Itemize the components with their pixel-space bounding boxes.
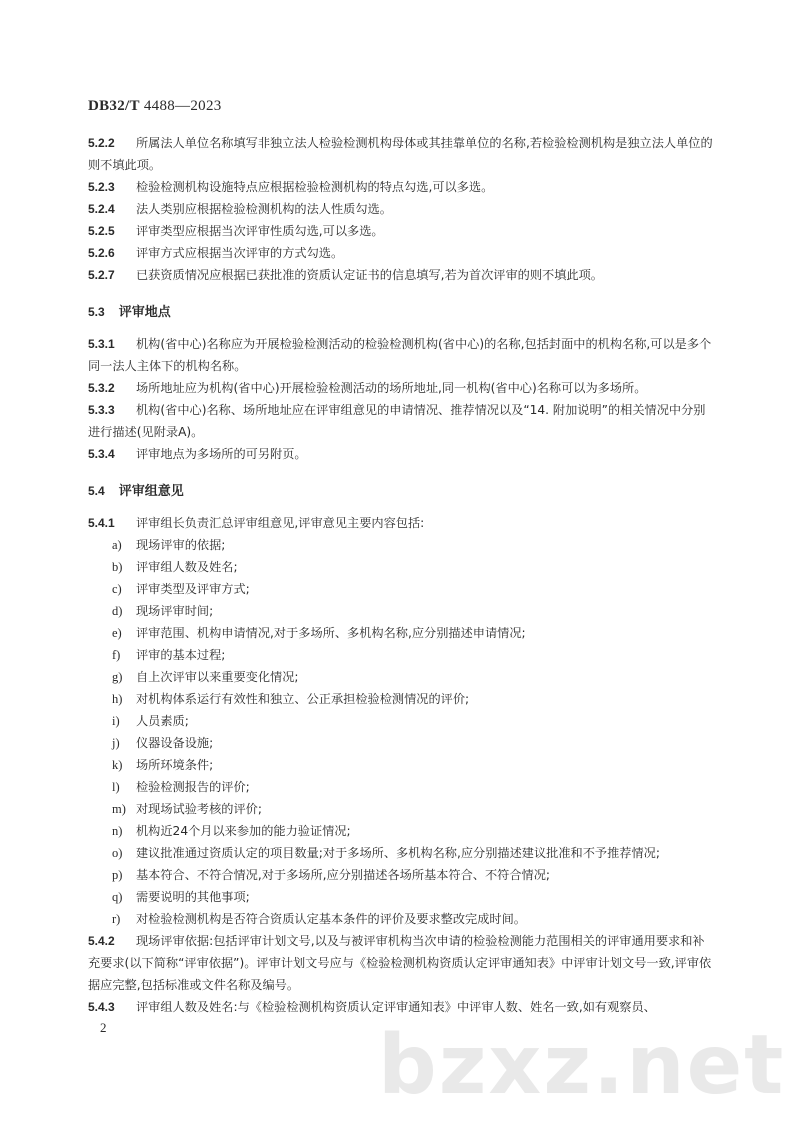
list-item-label: b) — [112, 560, 123, 574]
clause-text: 已获资质情况应根据已获批准的资质认定证书的信息填写,若为首次评审的则不填此项。 — [136, 268, 603, 282]
clause-5-2-3 — [88, 176, 716, 198]
list-item-label: o) — [112, 846, 123, 860]
page-number: 2 — [100, 1020, 107, 1035]
clause-5-4-2 — [88, 930, 716, 996]
list-item-label: l) — [112, 780, 120, 794]
clause-5-3-1 — [88, 333, 716, 377]
section-number: 5.3 — [88, 305, 105, 319]
clause-number: 5.2.3 — [88, 180, 115, 194]
clause-5-4-3 — [88, 996, 716, 1018]
list-item-label: q) — [112, 890, 123, 904]
clause-text: 检验检测机构设施特点应根据检验检测机构的特点勾选,可以多选。 — [136, 180, 494, 194]
list-item — [112, 842, 716, 864]
clause-number: 5.3.1 — [88, 337, 115, 351]
list-item-text: 对检验检测机构是否符合资质认定基本条件的评价及要求整改完成时间。 — [136, 912, 526, 926]
clause-text: 评审类型应根据当次评审性质勾选,可以多选。 — [136, 224, 384, 238]
clause-text: 评审组长负责汇总评审组意见,评审意见主要内容包括: — [136, 516, 425, 530]
list-item-text: 场所环境条件; — [136, 758, 214, 772]
list-item-label: d) — [112, 604, 123, 618]
clause-text: 所属法人单位名称填写非独立法人检验检测机构母体或其挂靠单位的名称,若检验检测机构是独立法人单位的则不填此项。 — [88, 136, 713, 172]
clause-5-2-7 — [88, 264, 716, 286]
list-item-label: c) — [112, 582, 122, 596]
clause-number: 5.2.6 — [88, 246, 115, 260]
clause-text: 机构(省中心)名称应为开展检验检测活动的检验检测机构(省中心)的名称,包括封面中的机构名称,可以是多个同一法人主体下的机构名称。 — [88, 337, 712, 373]
list-item-text: 对现场试验考核的评价; — [136, 802, 262, 816]
list-item-label: m) — [112, 802, 126, 816]
list-item-label: g) — [112, 670, 123, 684]
clause-text: 场所地址应为机构(省中心)开展检验检测活动的场所地址,同一机构(省中心)名称可以为多场所。 — [136, 381, 647, 395]
list-item-text: 对机构体系运行有效性和独立、公正承担检验检测情况的评价; — [136, 692, 470, 706]
site-watermark: bzxz.net — [378, 1018, 786, 1113]
standard-code — [88, 98, 222, 115]
list-item-label: n) — [112, 824, 123, 838]
list-item — [112, 798, 716, 820]
clause-number: 5.3.4 — [88, 447, 115, 461]
clause-5-4-1 — [88, 512, 716, 534]
list-item — [112, 534, 716, 556]
list-item-text: 自上次评审以来重要变化情况; — [136, 670, 299, 684]
list-item-text: 现场评审时间; — [136, 604, 214, 618]
list-item — [112, 688, 716, 710]
clause-number: 5.2.4 — [88, 202, 115, 216]
list-item-text: 评审类型及评审方式; — [136, 582, 250, 596]
list-item — [112, 578, 716, 600]
clause-5-3-2 — [88, 377, 716, 399]
list-item-text: 人员素质; — [136, 714, 189, 728]
clause-number: 5.2.7 — [88, 268, 115, 282]
clause-5-2-4 — [88, 198, 716, 220]
standard-code-number: 4488—2023 — [139, 98, 222, 114]
list-item-label: e) — [112, 626, 122, 640]
list-item-label: f) — [112, 648, 121, 662]
list-item-text: 建议批准通过资质认定的项目数量;对于多场所、多机构名称,应分别描述建议批准和不予推荐情况; — [136, 846, 660, 860]
section-heading-5-4 — [88, 481, 716, 502]
clause-number: 5.2.5 — [88, 224, 115, 238]
clause-number: 5.3.3 — [88, 403, 115, 417]
clause-5-3-3 — [88, 399, 716, 443]
review-opinion-items-list — [112, 534, 716, 930]
list-item — [112, 600, 716, 622]
clause-text: 法人类别应根据检验检测机构的法人性质勾选。 — [136, 202, 392, 216]
clause-number: 5.3.2 — [88, 381, 115, 395]
list-item-text: 机构近24个月以来参加的能力验证情况; — [136, 824, 351, 838]
clause-number: 5.4.3 — [88, 1000, 115, 1014]
list-item — [112, 886, 716, 908]
clause-text: 现场评审依据:包括评审计划文号,以及与被评审机构当次申请的检验检测能力范围相关的评审通用要求和补充要求(以下简称“评审依据”)。评审计划文号应与《检验检测机构资质认定评审通知表》中评审计划文号一致,评审依据应完整,包括标准或文件名称及编号。 — [88, 934, 712, 992]
list-item — [112, 776, 716, 798]
clause-text: 机构(省中心)名称、场所地址应在评审组意见的申请情况、推荐情况以及“14. 附加说明”的相关情况中分别进行描述(见附录A)。 — [88, 403, 706, 439]
document-body — [88, 132, 716, 1018]
clause-number: 5.4.1 — [88, 516, 115, 530]
list-item-label: a) — [112, 538, 122, 552]
list-item-text: 检验检测报告的评价; — [136, 780, 250, 794]
list-item — [112, 556, 716, 578]
list-item-text: 需要说明的其他事项; — [136, 890, 250, 904]
clause-5-2-6 — [88, 242, 716, 264]
list-item-text: 评审范围、机构申请情况,对于多场所、多机构名称,应分别描述申请情况; — [136, 626, 526, 640]
list-item-label: k) — [112, 758, 123, 772]
list-item — [112, 710, 716, 732]
list-item-text: 评审组人数及姓名; — [136, 560, 238, 574]
list-item-label: r) — [112, 912, 121, 926]
list-item — [112, 754, 716, 776]
section-number: 5.4 — [88, 484, 105, 498]
section-title: 评审地点 — [118, 305, 171, 320]
clause-text: 评审组人数及姓名:与《检验检测机构资质认定评审通知表》中评审人数、姓名一致,如有观察员、 — [136, 1000, 656, 1014]
list-item-text: 评审的基本过程; — [136, 648, 226, 662]
list-item-label: p) — [112, 868, 123, 882]
clause-number: 5.2.2 — [88, 136, 115, 150]
list-item — [112, 666, 716, 688]
list-item — [112, 644, 716, 666]
list-item-text: 仪器设备设施; — [136, 736, 214, 750]
section-heading-5-3 — [88, 302, 716, 323]
list-item — [112, 732, 716, 754]
list-item-label: h) — [112, 692, 123, 706]
list-item — [112, 864, 716, 886]
list-item-text: 基本符合、不符合情况,对于多场所,应分别描述各场所基本符合、不符合情况; — [136, 868, 551, 882]
list-item — [112, 820, 716, 842]
section-title: 评审组意见 — [118, 484, 184, 499]
clause-text: 评审方式应根据当次评审的方式勾选。 — [136, 246, 344, 260]
clause-5-3-4 — [88, 443, 716, 465]
standard-code-prefix: DB32/T — [88, 98, 140, 114]
list-item-text: 现场评审的依据; — [136, 538, 226, 552]
list-item-label: i) — [112, 714, 120, 728]
clause-number: 5.4.2 — [88, 934, 115, 948]
list-item — [112, 622, 716, 644]
clause-5-2-2 — [88, 132, 716, 176]
clause-5-2-5 — [88, 220, 716, 242]
list-item-label: j) — [112, 736, 120, 750]
list-item — [112, 908, 716, 930]
clause-text: 评审地点为多场所的可另附页。 — [136, 447, 307, 461]
